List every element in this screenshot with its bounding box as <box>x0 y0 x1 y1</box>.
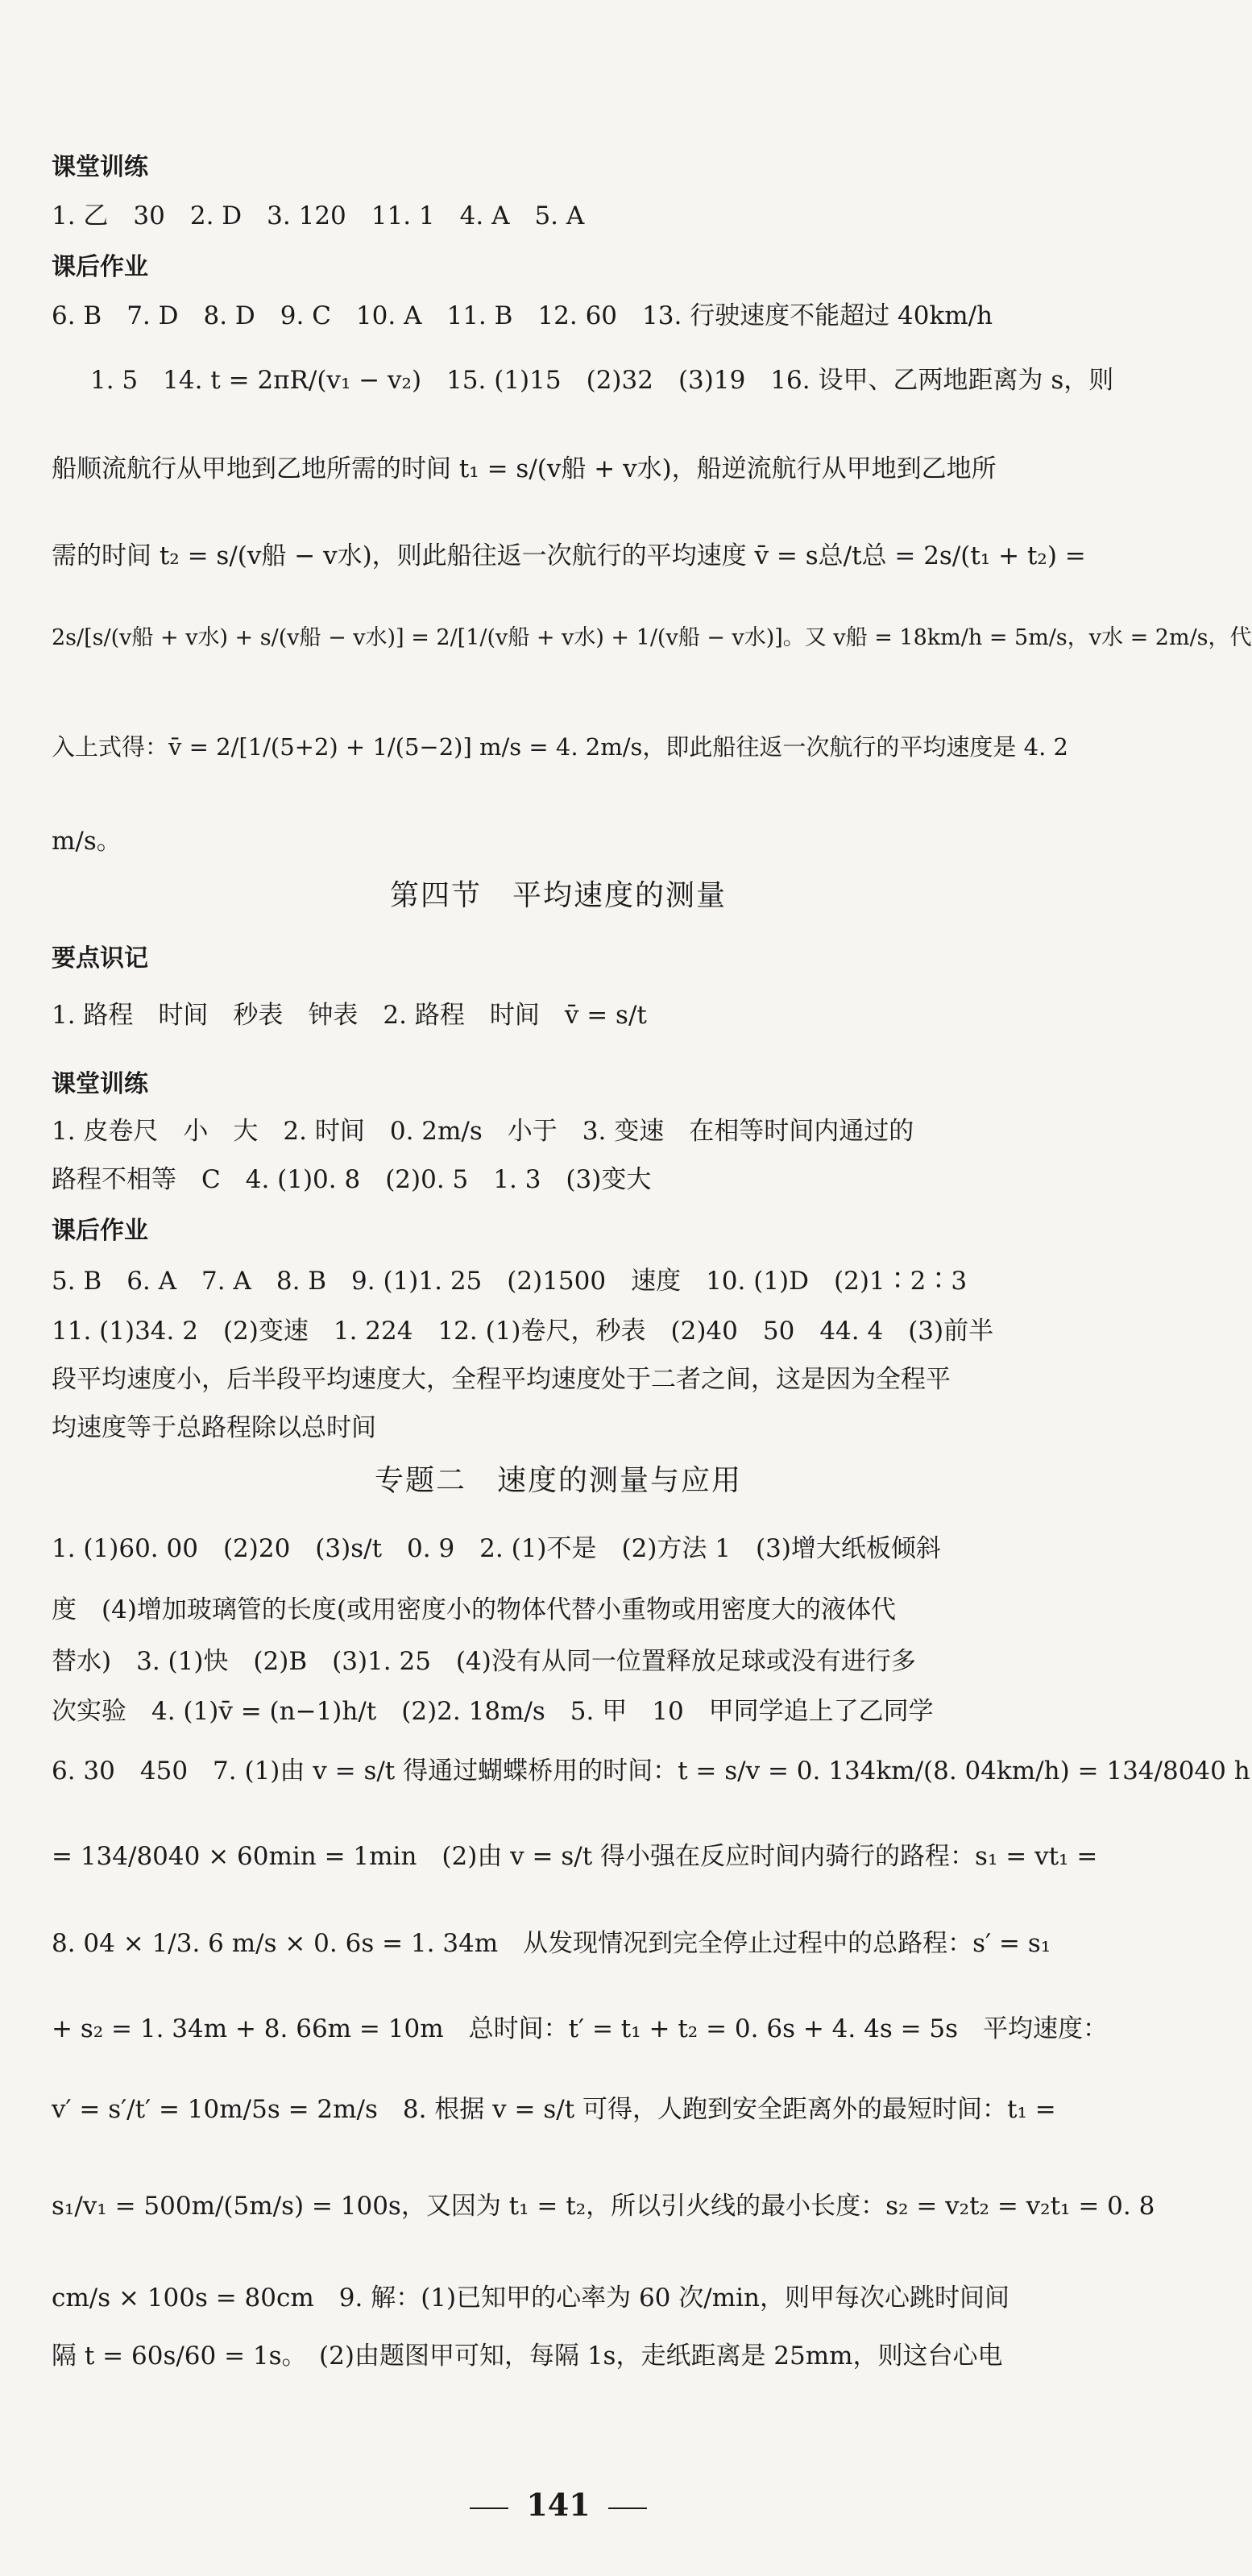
answer-line: m/s。 <box>52 827 122 856</box>
answer-line: 路程不相等 C 4. (1)0. 8 (2)0. 5 1. 3 (3)变大 <box>52 1165 652 1194</box>
section-title: 第四节 平均速度的测量 <box>389 879 727 912</box>
page-number-value: 141 <box>526 2487 591 2523</box>
answer-line: 替水) 3. (1)快 (2)B (3)1. 25 (4)没有从同一位置释放足球或没有进行多 <box>52 1647 916 1676</box>
page-number <box>0 2487 1117 2523</box>
section-heading-key-points: 要点识记 <box>52 944 148 973</box>
answer-line: v′ = s′/t′ = 10m/5s = 2m/s 8. 根据 v = s/t 可得，人跑到安全距离外的最短时间：t₁ = <box>52 2095 1056 2124</box>
answer-line: 1. 5 14. t = 2πR/(v₁ − v₂) 15. (1)15 (2)32 (3)19 16. 设甲、乙两地距离为 s，则 <box>90 366 1114 395</box>
answer-line: 1. 皮卷尺 小 大 2. 时间 0. 2m/s 小于 3. 变速 在相等时间内通过的 <box>52 1117 914 1146</box>
section-title: 专题二 速度的测量与应用 <box>374 1464 742 1497</box>
section-heading-classroom-training: 课堂训练 <box>52 153 148 181</box>
answer-line: 需的时间 t₂ = s/(v船 − v水)，则此船往返一次航行的平均速度 v̄ = s总/t总 = 2s/(t₁ + t₂) = <box>52 541 1086 570</box>
answer-line: + s₂ = 1. 34m + 8. 66m = 10m 总时间：t′ = t₁ + t₂ = 0. 6s + 4. 4s = 5s 平均速度： <box>52 2014 1109 2043</box>
answer-line: 1. (1)60. 00 (2)20 (3)s/t 0. 9 2. (1)不是 (2)方法 1 (3)增大纸板倾斜 <box>52 1534 941 1563</box>
answer-line: s₁/v₁ = 500m/(5m/s) = 100s，又因为 t₁ = t₂，所以引火线的最小长度：s₂ = v₂t₂ = v₂t₁ = 0. 8 <box>52 2192 1155 2221</box>
answer-line: = 134/8040 × 60min = 1min (2)由 v = s/t 得小强在反应时间内骑行的路程：s₁ = vt₁ = <box>52 1842 1098 1871</box>
answer-line: 1. 路程 时间 秒表 钟表 2. 路程 时间 v̄ = s/t <box>52 1001 647 1030</box>
answer-line: 2s/[s/(v船 + v水) + s/(v船 − v水)] = 2/[1/(v船 + v水) + 1/(v船 − v水)]。又 v船 = 18km/h = 5m/s，v水 = 2m/s，代 <box>52 625 1252 650</box>
answer-line: 5. B 6. A 7. A 8. B 9. (1)1. 25 (2)1500 速度 10. (1)D (2)1∶2∶3 <box>52 1267 968 1296</box>
answer-line: 1. 乙 30 2. D 3. 120 11. 1 4. A 5. A <box>52 201 585 230</box>
answer-line: cm/s × 100s = 80cm 9. 解：(1)已知甲的心率为 60 次/min，则甲每次心跳时间间 <box>52 2284 1009 2313</box>
answer-line: 11. (1)34. 2 (2)变速 1. 224 12. (1)卷尺，秒表 (2)40 50 44. 4 (3)前半 <box>52 1317 994 1346</box>
answer-line: 均速度等于总路程除以总时间 <box>52 1413 376 1442</box>
answer-line: 6. B 7. D 8. D 9. C 10. A 11. B 12. 60 13. 行驶速度不能超过 40km/h <box>52 301 993 330</box>
answer-line: 6. 30 450 7. (1)由 v = s/t 得通过蝴蝶桥用的时间：t = s/v = 0. 134km/(8. 04km/h) = 134/8040 h <box>52 1757 1250 1786</box>
section-heading-classroom-training: 课堂训练 <box>52 1070 148 1098</box>
answer-line: 船顺流航行从甲地到乙地所需的时间 t₁ = s/(v船 + v水)，船逆流航行从甲地到乙地所 <box>52 454 997 483</box>
answer-line: 段平均速度小，后半段平均速度大，全程平均速度处于二者之间，这是因为全程平 <box>52 1365 951 1394</box>
page-number-dash-right <box>608 2508 647 2509</box>
section-heading-homework: 课后作业 <box>52 1217 148 1245</box>
page-number-dash-left <box>470 2508 508 2509</box>
answer-line: 次实验 4. (1)v̄ = (n−1)h/t (2)2. 18m/s 5. 甲 10 甲同学追上了乙同学 <box>52 1697 934 1726</box>
answer-line: 8. 04 × 1/3. 6 m/s × 0. 6s = 1. 34m 从发现情况到完全停止过程中的总路程：s′ = s₁ <box>52 1929 1051 1958</box>
answer-line: 度 (4)增加玻璃管的长度(或用密度小的物体代替小重物或用密度大的液体代 <box>52 1595 897 1624</box>
answer-line: 隔 t = 60s/60 = 1s。 (2)由题图甲可知，每隔 1s，走纸距离是 25mm，则这台心电 <box>52 2342 1003 2371</box>
answer-line: 入上式得：v̄ = 2/[1/(5+2) + 1/(5−2)] m/s = 4. 2m/s，即此船往返一次航行的平均速度是 4. 2 <box>52 733 1068 761</box>
section-heading-homework: 课后作业 <box>52 253 148 281</box>
